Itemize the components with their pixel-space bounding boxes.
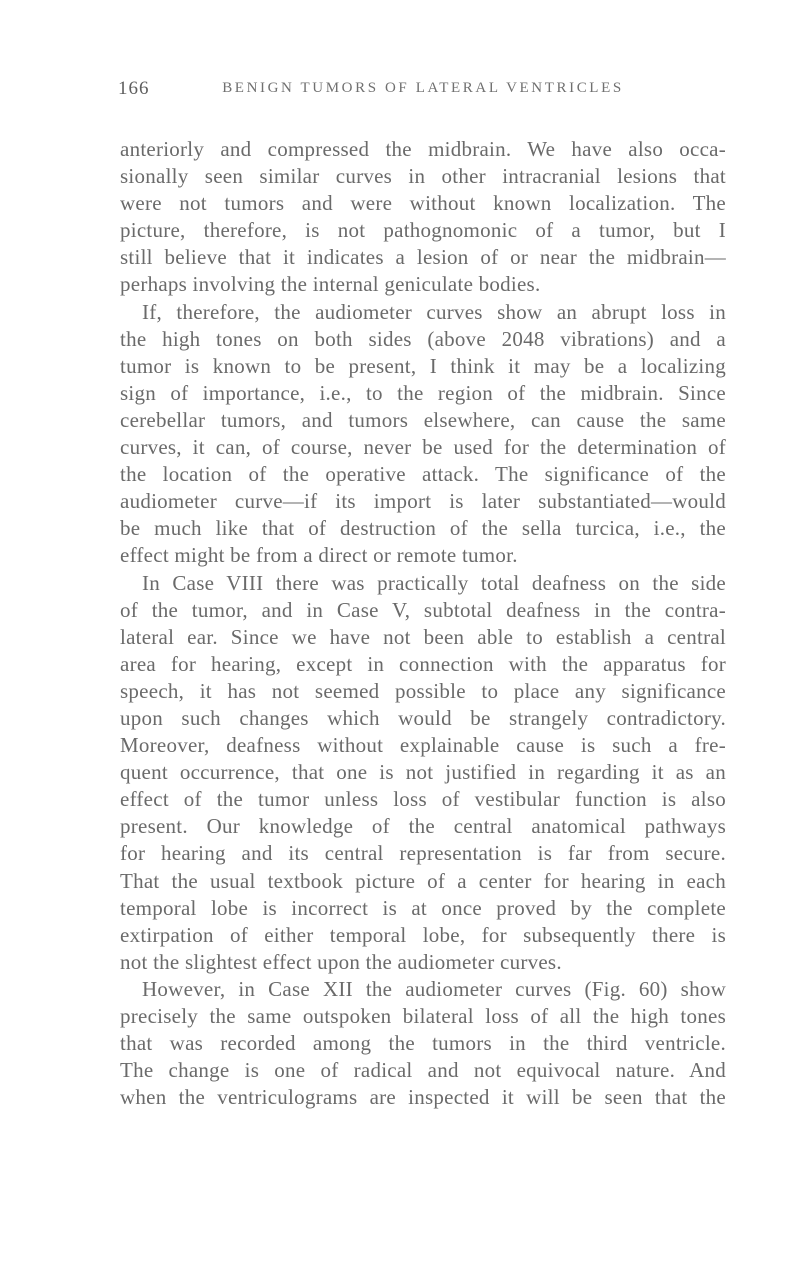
text-line: extirpation of either temporal lobe, for subsequently there is xyxy=(120,922,726,947)
text-line: In Case VIII there was practically total deafness on the side xyxy=(142,570,726,595)
text-line: effect of the tumor unless loss of vestibular function is also xyxy=(120,787,726,812)
text-line: curves, it can, of course, never be used for the determination of xyxy=(120,435,726,460)
text-line: If, therefore, the audiometer curves show an abrupt loss in xyxy=(142,299,726,324)
text-line: That the usual textbook picture of a center for hearing in each xyxy=(120,868,726,893)
text-line: the high tones on both sides (above 2048 vibrations) and a xyxy=(120,326,726,351)
paragraph xyxy=(120,570,726,976)
text-line: The change is one of radical and not equivocal nature. And xyxy=(120,1058,726,1083)
text-line: quent occurrence, that one is not justified in regarding it as an xyxy=(120,760,726,785)
text-line: sign of importance, i.e., to the region of the midbrain. Since xyxy=(120,380,726,405)
text-line: tumor is known to be present, I think it may be a localizing xyxy=(120,353,726,378)
text-line: of the tumor, and in Case V, subtotal deafness in the contra- xyxy=(120,597,726,622)
text-line: sionally seen similar curves in other intracranial lesions that xyxy=(120,164,726,189)
paragraph xyxy=(120,976,726,1111)
text-line: audiometer curve—if its import is later substantiated—would xyxy=(120,489,726,514)
text-line: for hearing and its central representation is far from secure. xyxy=(120,841,726,866)
body-text xyxy=(120,136,726,1111)
text-line: not the slightest effect upon the audiometer curves. xyxy=(120,949,562,974)
text-line: cerebellar tumors, and tumors elsewhere, can cause the same xyxy=(120,407,726,432)
text-line: effect might be from a direct or remote tumor. xyxy=(120,543,518,568)
text-line: Moreover, deafness without explainable cause is such a fre- xyxy=(120,733,726,758)
text-line: upon such changes which would be strangely contradictory. xyxy=(120,705,726,730)
paragraph xyxy=(120,136,726,299)
running-head xyxy=(118,78,728,108)
text-line: lateral ear. Since we have not been able to establish a central xyxy=(120,624,726,649)
text-line: still believe that it indicates a lesion of or near the midbrain— xyxy=(120,245,726,270)
text-line: anteriorly and compressed the midbrain. We have also occa- xyxy=(120,137,726,161)
text-line: perhaps involving the internal geniculate bodies. xyxy=(120,272,541,297)
text-line: be much like that of destruction of the sella turcica, i.e., the xyxy=(120,516,726,541)
text-line: were not tumors and were without known localization. The xyxy=(120,191,726,216)
paragraph xyxy=(120,299,726,570)
text-line: area for hearing, except in connection with the apparatus for xyxy=(120,651,726,676)
text-line: precisely the same outspoken bilateral loss of all the high tones xyxy=(120,1004,726,1028)
text-line: speech, it has not seemed possible to place any significance xyxy=(120,678,726,703)
text-line: that was recorded among the tumors in the third ventricle. xyxy=(120,1031,726,1056)
text-line: when the ventriculograms are inspected it will be seen that the xyxy=(120,1085,726,1110)
page-number: 166 xyxy=(118,78,150,99)
text-line: the location of the operative attack. The significance of the xyxy=(120,462,726,487)
text-line: present. Our knowledge of the central anatomical pathways xyxy=(120,814,726,839)
running-title: BENIGN TUMORS OF LATERAL VENTRICLES xyxy=(222,80,624,96)
text-line: temporal lobe is incorrect is at once proved by the complete xyxy=(120,895,726,920)
text-line: picture, therefore, is not pathognomonic of a tumor, but I xyxy=(120,218,726,243)
text-line: However, in Case XII the audiometer curves (Fig. 60) show xyxy=(142,976,726,1001)
